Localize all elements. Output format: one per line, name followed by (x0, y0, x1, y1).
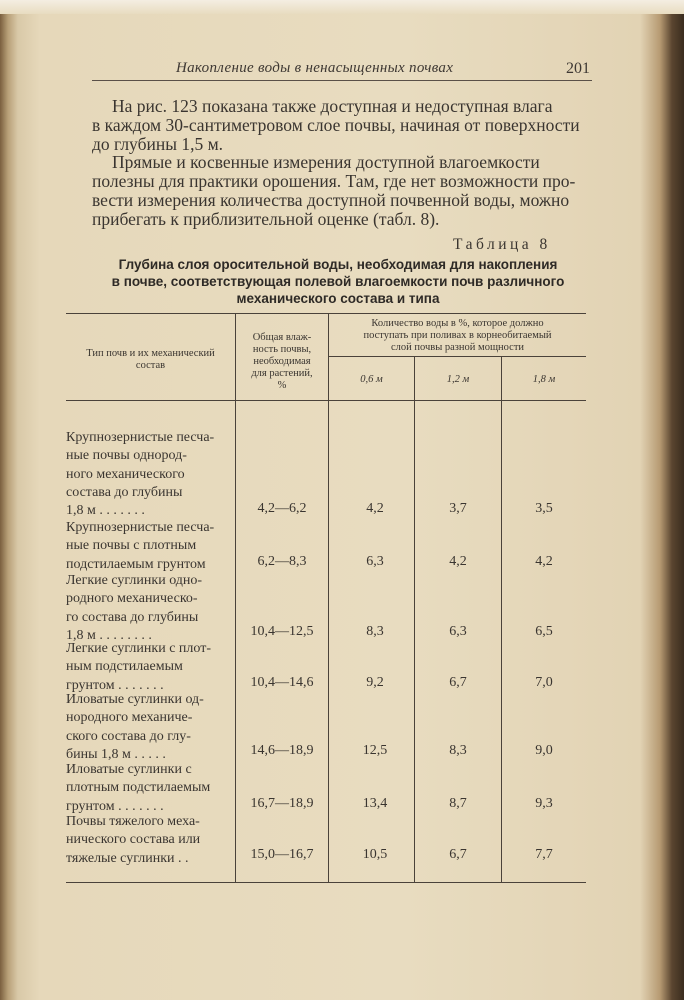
cell-1-2m: 6,7 (449, 847, 467, 862)
cell-0-6m: 13,4 (362, 796, 388, 811)
table-title (88, 256, 588, 307)
header-total-moisture (236, 332, 328, 392)
cell-moisture: 4,2—6,2 (257, 501, 307, 516)
cell-1-8m: 7,0 (535, 675, 553, 690)
cell-1-8m: 3,5 (535, 501, 553, 516)
row-name-line: Легкие суглинки одно- (66, 573, 203, 588)
header-soil-type (66, 348, 235, 372)
text-line: Прямые и косвенные измерения доступной влагоемкости (112, 152, 540, 172)
cell-1-8m: 9,0 (535, 743, 553, 758)
subheader-rule (328, 356, 586, 357)
cell-0-6m: 4,2 (366, 501, 384, 516)
row-name-line: Крупнозернистые песча- (66, 430, 215, 445)
text-line: На рис. 123 показана также доступная и недоступная влага (112, 96, 553, 116)
row-name-line: подстилаемым грунтом (66, 556, 206, 572)
paragraph-2 (92, 153, 586, 229)
row-name-line: состава до глубины (66, 484, 183, 500)
row-name-line: ные почвы однород- (66, 448, 187, 464)
row-name-line: нического состава или (66, 832, 201, 848)
text-line: до глубины 1,5 м. (92, 134, 224, 154)
cell-0-6m: 10,5 (362, 847, 388, 862)
row-name-line: тяжелые суглинки . . (66, 850, 189, 866)
text-line: вести измерения количества доступной почвенной воды, можно (92, 190, 570, 210)
table-row-soil-name (66, 429, 234, 520)
cell-1-8m: 7,7 (535, 847, 553, 862)
table-row-soil-name (66, 519, 234, 574)
cell-0-6m: 9,2 (366, 675, 384, 690)
row-name-line: родного механическо- (66, 591, 198, 607)
cell-1-8m: 6,5 (535, 624, 553, 639)
table-row-soil-name (66, 691, 234, 764)
cell-0-6m: 8,3 (366, 624, 384, 639)
cell-moisture: 10,4—14,6 (250, 675, 314, 690)
text-line: полезны для практики орошения. Там, где нет возможности про- (92, 171, 576, 191)
table-title-line: Глубина слоя оросительной воды, необходимая для накопления (118, 257, 558, 272)
cell-1-2m: 6,7 (449, 675, 467, 690)
header-line: Тип почв и их механический (86, 348, 215, 359)
header-line: % (277, 380, 287, 391)
row-name-line: грунтом . . . . . . . (66, 677, 164, 693)
header-line: поступать при поливах в корнеобитаемый (363, 330, 552, 341)
row-name-line: Легкие суглинки с плот- (66, 641, 211, 656)
cell-0-6m: 12,5 (362, 743, 388, 758)
row-name-line: 1,8 м . . . . . . . . (66, 627, 152, 643)
text-line: в каждом 30-сантиметровом слое почвы, начиная от поверхности (92, 115, 580, 135)
row-name-line: ным подстилаемым (66, 659, 183, 675)
cell-1-2m: 8,3 (449, 743, 467, 758)
cell-moisture: 14,6—18,9 (250, 743, 314, 758)
table-bottom-rule (66, 882, 586, 883)
table-title-line: механического состава и типа (236, 291, 440, 306)
cell-1-2m: 8,7 (449, 796, 467, 811)
row-name-line: Крупнозернистые песча- (66, 520, 215, 535)
row-name-line: бины 1,8 м . . . . . (66, 746, 166, 762)
cell-moisture: 10,4—12,5 (250, 624, 314, 639)
header-line: Общая влаж- (252, 332, 312, 343)
header-rule (92, 80, 592, 81)
table-row-soil-name (66, 640, 234, 695)
cell-moisture: 15,0—16,7 (250, 847, 314, 862)
table-title-line: в почве, соответствующая полевой влагоемкости почв различного (111, 274, 565, 289)
page-number: 201 (566, 60, 590, 77)
cell-1-8m: 9,3 (535, 796, 553, 811)
subheader-0-6m: 0,6 м (360, 374, 383, 385)
cell-1-8m: 4,2 (535, 554, 553, 569)
cell-moisture: 6,2—8,3 (257, 554, 307, 569)
table-row-soil-name (66, 813, 234, 868)
running-title: Накопление воды в ненасыщенных почвах (176, 60, 454, 76)
header-bottom-rule (66, 400, 586, 401)
row-name-line: нородного механиче- (66, 710, 193, 726)
row-name-line: ского состава до глу- (66, 728, 191, 744)
header-line: необходимая (253, 356, 311, 367)
cell-1-2m: 4,2 (449, 554, 467, 569)
row-name-line: Почвы тяжелого меха- (66, 814, 200, 829)
table-top-rule (66, 313, 586, 314)
header-line: состав (135, 360, 166, 371)
header-line: слой почвы разной мощности (390, 342, 525, 353)
row-name-line: ного механического (66, 466, 185, 482)
row-name-line: ные почвы с плотным (66, 538, 197, 554)
cell-moisture: 16,7—18,9 (250, 796, 314, 811)
table-label: Таблица 8 (453, 236, 551, 253)
paragraph-1 (92, 97, 586, 154)
cell-0-6m: 6,3 (366, 554, 384, 569)
row-name-line: Иловатые суглинки с (66, 762, 192, 777)
table-row-soil-name (66, 761, 234, 816)
row-name-line: плотным подстилаемым (66, 780, 211, 796)
table-row-soil-name (66, 572, 234, 645)
header-line: для растений, (251, 368, 313, 379)
subheader-1-8m: 1,8 м (532, 374, 556, 385)
row-name-line: Иловатые суглинки од- (66, 692, 204, 707)
header-line: ность почвы, (252, 344, 312, 355)
row-name-line: грунтом . . . . . . . (66, 798, 164, 814)
text-line: прибегать к приблизительной оценке (табл. 8). (92, 209, 440, 229)
subheader-1-2m: 1,2 м (446, 374, 470, 385)
cell-1-2m: 6,3 (449, 624, 467, 639)
header-line: Количество воды в %, которое должно (371, 318, 544, 329)
header-water-amount (329, 318, 586, 354)
row-name-line: го состава до глубины (66, 609, 199, 625)
cell-1-2m: 3,7 (449, 501, 467, 516)
row-name-line: 1,8 м . . . . . . . (66, 503, 145, 519)
